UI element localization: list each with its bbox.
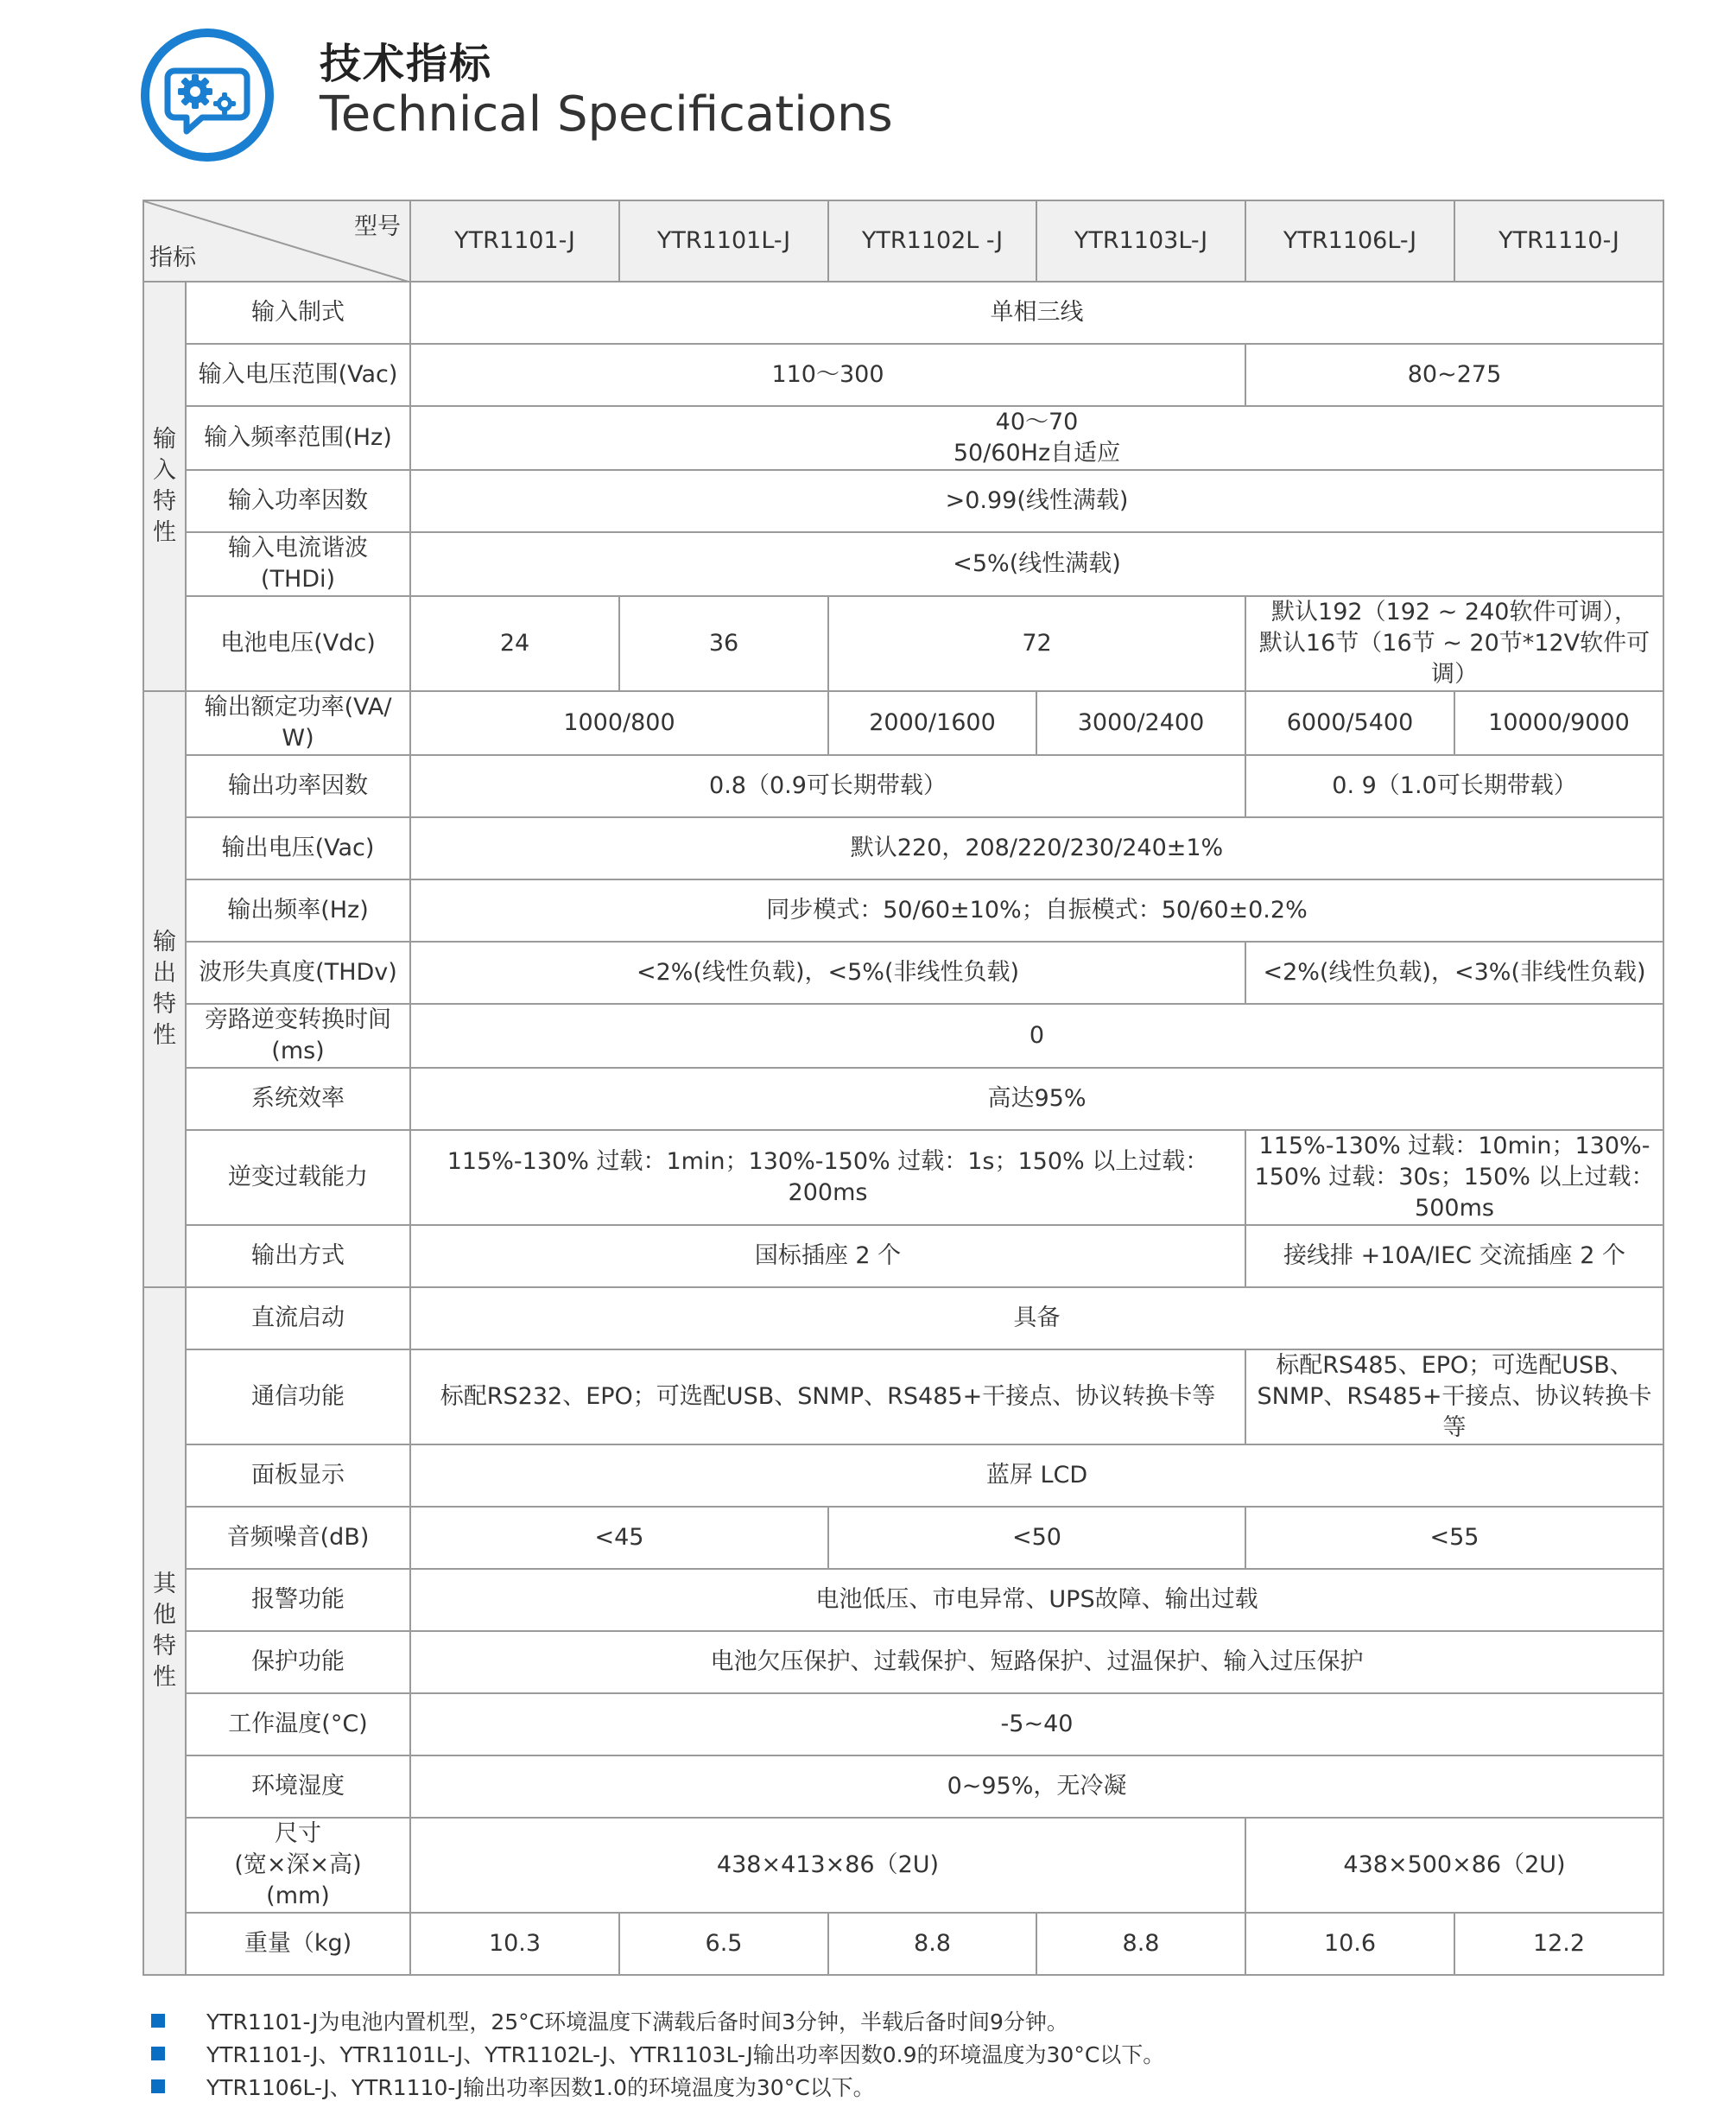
row-label: 面板显示: [186, 1444, 410, 1507]
row-label: 系统效率: [186, 1068, 410, 1130]
spec-table: [143, 200, 1664, 1976]
value-line: 默认16节（16节 ~ 20节*12V软件可: [1258, 630, 1650, 657]
footnote-text: YTR1106L-J、YTR1110-J输出功率因数1.0的环境温度为30°C以下。: [206, 2075, 875, 2100]
cell-value: 6000/5400: [1245, 691, 1454, 755]
corner-index-label: 指标: [149, 244, 196, 271]
cell-value: 8.8: [828, 1913, 1036, 1975]
cell-value: 默认220，208/220/230/240±1%: [410, 817, 1663, 879]
value-line: 115%-130% 过载：10min；130%-: [1258, 1133, 1650, 1159]
row-label: 重量（kg): [186, 1913, 410, 1975]
table-row: [143, 1225, 1663, 1287]
row-label: 保护功能: [186, 1631, 410, 1693]
cell-value: 438×500×86（2U): [1245, 1818, 1663, 1913]
footnotes: [143, 2004, 1611, 2103]
label-line: 输出额定功率(VA/: [204, 694, 392, 721]
cell-value: [1245, 1349, 1663, 1444]
cell-value: 0. 9（1.0可长期带载）: [1245, 755, 1663, 817]
footnote-item: [143, 2070, 1611, 2103]
table-row: [143, 691, 1663, 755]
row-label: [186, 691, 410, 755]
table-row: [143, 282, 1663, 344]
cell-value: 110～300: [410, 344, 1245, 406]
table-row: [143, 1068, 1663, 1130]
row-label: 输出电压(Vac): [186, 817, 410, 879]
table-row: [143, 344, 1663, 406]
value-line: 150% 过载：30s；150% 以上过载：: [1254, 1164, 1655, 1190]
model-header: YTR1101-J: [410, 200, 619, 282]
cell-value: 高达95%: [410, 1068, 1663, 1130]
row-label: 逆变过载能力: [186, 1130, 410, 1225]
cell-value: 国标插座 2 个: [410, 1225, 1245, 1287]
value-line: 调）: [1431, 661, 1478, 688]
page-header: [138, 17, 1175, 173]
cell-value: 80~275: [1245, 344, 1663, 406]
cell-value: [1245, 596, 1663, 691]
table-row: [143, 470, 1663, 532]
table-row: [143, 1444, 1663, 1507]
cell-value: 接线排 +10A/IEC 交流插座 2 个: [1245, 1225, 1663, 1287]
cell-value: 3000/2400: [1036, 691, 1245, 755]
square-bullet-icon: [151, 2047, 165, 2060]
table-row: [143, 406, 1663, 470]
row-label: 波形失真度(THDv): [186, 942, 410, 1004]
cell-value: 0: [410, 1004, 1663, 1068]
model-header: YTR1103L-J: [1036, 200, 1245, 282]
table-row: [143, 942, 1663, 1004]
row-label: [186, 1004, 410, 1068]
cell-value: 标配RS232、EPO；可选配USB、SNMP、RS485+干接点、协议转换卡等: [410, 1349, 1245, 1444]
cell-value: [410, 1130, 1245, 1225]
table-header-row: [143, 200, 1663, 282]
corner-model-label: 型号: [354, 213, 401, 240]
table-row: [143, 1130, 1663, 1225]
value-line: 50/60Hz自适应: [953, 440, 1121, 467]
table-row: [143, 1693, 1663, 1755]
value-line: 等: [1442, 1414, 1467, 1441]
row-label: 输出功率因数: [186, 755, 410, 817]
table-row: [143, 1287, 1663, 1349]
label-line: (宽×深×高): [234, 1851, 362, 1878]
value-line: 500ms: [1415, 1195, 1494, 1222]
row-label: 输入功率因数: [186, 470, 410, 532]
row-label: 输入制式: [186, 282, 410, 344]
cell-value: <5%(线性满载): [410, 532, 1663, 596]
cell-value: 0~95%，无冷凝: [410, 1755, 1663, 1818]
cell-value: 电池欠压保护、过载保护、短路保护、过温保护、输入过压保护: [410, 1631, 1663, 1693]
table-row: [143, 1004, 1663, 1068]
page-title-en: Technical Specifications: [320, 86, 893, 143]
value-line: SNMP、RS485+干接点、协议转换卡: [1257, 1383, 1652, 1410]
row-label: 输出方式: [186, 1225, 410, 1287]
group-other-label: 其他特性: [143, 1287, 186, 1975]
row-label: 通信功能: [186, 1349, 410, 1444]
gear-settings-icon: [138, 26, 276, 164]
table-row: [143, 596, 1663, 691]
cell-value: 同步模式：50/60±10%；自振模式：50/60±0.2%: [410, 879, 1663, 942]
row-label: 直流启动: [186, 1287, 410, 1349]
footnote-text: YTR1101-J为电池内置机型，25°C环境温度下满载后备时间3分钟，半载后备时间9分钟。: [206, 2009, 1068, 2035]
cell-value: 10000/9000: [1454, 691, 1663, 755]
cell-value: [1245, 1130, 1663, 1225]
group-input-label: 输入特性: [143, 282, 186, 691]
table-row: [143, 1349, 1663, 1444]
cell-value: 24: [410, 596, 619, 691]
cell-value: 10.3: [410, 1913, 619, 1975]
square-bullet-icon: [151, 2079, 165, 2093]
label-line: (ms): [271, 1038, 325, 1064]
label-line: (mm): [266, 1882, 330, 1909]
label-line: (THDi): [260, 566, 336, 593]
cell-value: 单相三线: [410, 282, 1663, 344]
table-row: [143, 1755, 1663, 1818]
cell-value: 36: [619, 596, 828, 691]
table-row: [143, 1507, 1663, 1569]
footnote-item: [143, 2037, 1611, 2070]
row-label: 音频噪音(dB): [186, 1507, 410, 1569]
label-line: W): [282, 725, 314, 752]
table-row: [143, 1569, 1663, 1631]
corner-cell: [143, 200, 410, 282]
label-line: 尺寸: [275, 1820, 321, 1847]
cell-value: 蓝屏 LCD: [410, 1444, 1663, 1507]
row-label: 环境湿度: [186, 1755, 410, 1818]
label-line: 输入电流谐波: [228, 535, 368, 562]
footnote-item: [143, 2004, 1611, 2037]
table-row: [143, 879, 1663, 942]
cell-value: 2000/1600: [828, 691, 1036, 755]
table-row: [143, 1631, 1663, 1693]
group-output-label: 输出特性: [143, 691, 186, 1287]
model-header: YTR1102L -J: [828, 200, 1036, 282]
cell-value: [410, 406, 1663, 470]
value-line: 标配RS485、EPO；可选配USB、: [1276, 1352, 1633, 1379]
model-header: YTR1101L-J: [619, 200, 828, 282]
row-label: 输出频率(Hz): [186, 879, 410, 942]
cell-value: 具备: [410, 1287, 1663, 1349]
cell-value: <55: [1245, 1507, 1663, 1569]
model-header: YTR1110-J: [1454, 200, 1663, 282]
value-line: 115%-130% 过载：1min；130%-150% 过载：1s；150% 以上过载：: [447, 1148, 1209, 1175]
cell-value: 8.8: [1036, 1913, 1245, 1975]
table-row: [143, 817, 1663, 879]
row-label: 电池电压(Vdc): [186, 596, 410, 691]
row-label: 工作温度(°C): [186, 1693, 410, 1755]
cell-value: 6.5: [619, 1913, 828, 1975]
cell-value: <50: [828, 1507, 1245, 1569]
cell-value: -5~40: [410, 1693, 1663, 1755]
footnote-text: YTR1101-J、YTR1101L-J、YTR1102L-J、YTR1103L-J输出功率因数0.9的环境温度为30°C以下。: [206, 2042, 1165, 2067]
cell-value: 12.2: [1454, 1913, 1663, 1975]
cell-value: 72: [828, 596, 1245, 691]
table-row: [143, 1913, 1663, 1975]
cell-value: <2%(线性负载)，<5%(非线性负载): [410, 942, 1245, 1004]
row-label: [186, 1818, 410, 1913]
cell-value: 电池低压、市电异常、UPS故障、输出过载: [410, 1569, 1663, 1631]
row-label: 输入频率范围(Hz): [186, 406, 410, 470]
cell-value: <45: [410, 1507, 828, 1569]
label-line: 旁路逆变转换时间: [205, 1006, 391, 1033]
cell-value: 0.8（0.9可长期带载）: [410, 755, 1245, 817]
value-line: 40～70: [995, 409, 1079, 435]
row-label: 输入电压范围(Vac): [186, 344, 410, 406]
model-header: YTR1106L-J: [1245, 200, 1454, 282]
cell-value: 1000/800: [410, 691, 828, 755]
row-label: [186, 532, 410, 596]
table-row: [143, 1818, 1663, 1913]
page-title-cn: 技术指标: [320, 40, 493, 88]
table-row: [143, 532, 1663, 596]
table-row: [143, 755, 1663, 817]
square-bullet-icon: [151, 2014, 165, 2028]
value-line: 200ms: [788, 1179, 868, 1206]
cell-value: >0.99(线性满载): [410, 470, 1663, 532]
row-label: 报警功能: [186, 1569, 410, 1631]
cell-value: 10.6: [1245, 1913, 1454, 1975]
cell-value: 438×413×86（2U): [410, 1818, 1245, 1913]
value-line: 默认192（192 ~ 240软件可调），: [1271, 599, 1638, 625]
cell-value: <2%(线性负载)，<3%(非线性负载): [1245, 942, 1663, 1004]
